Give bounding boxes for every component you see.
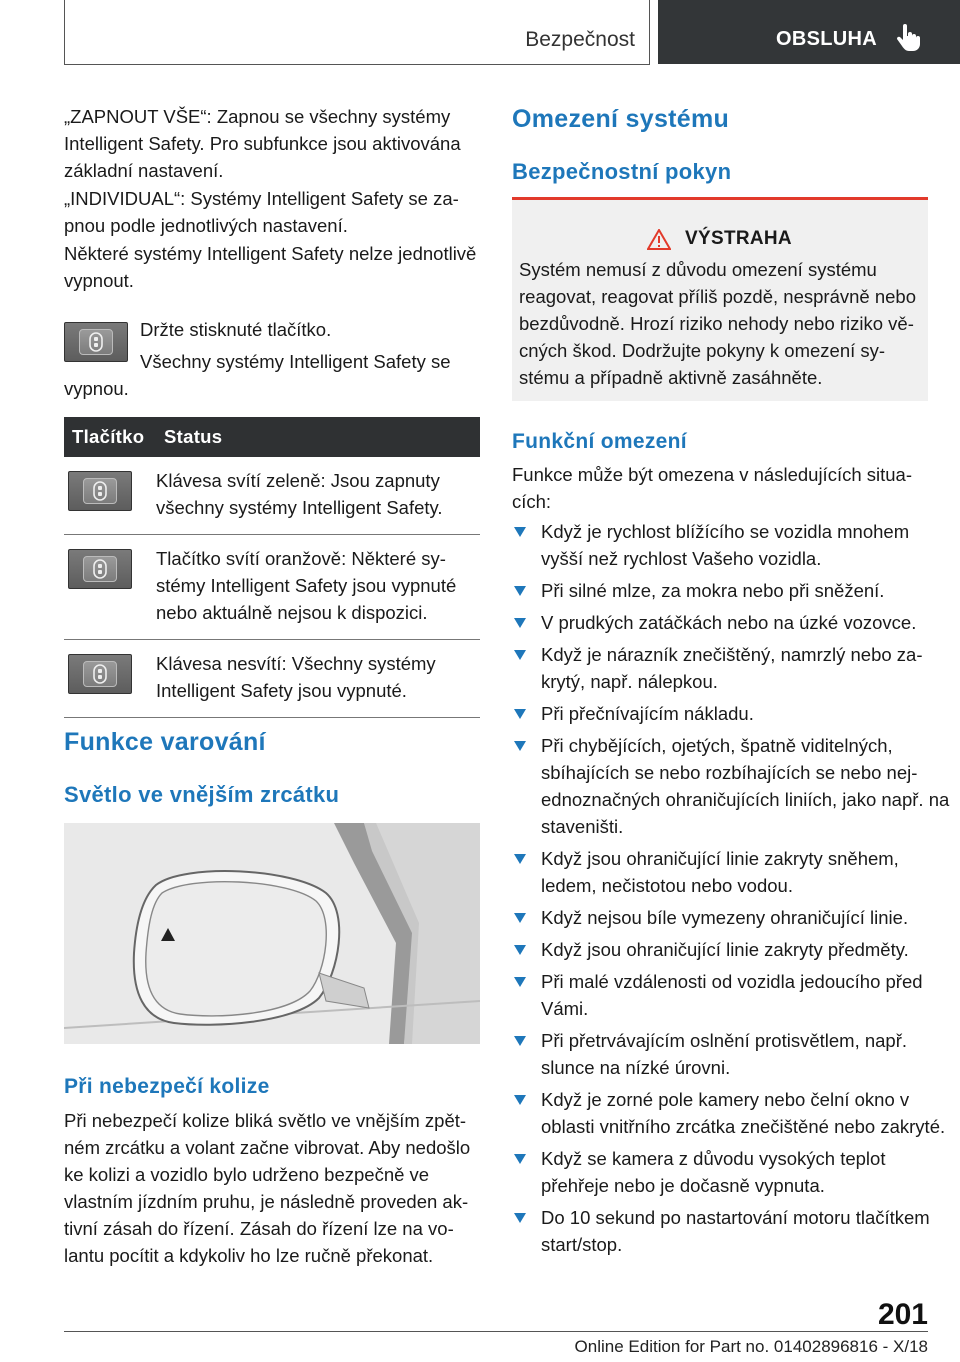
list-item: Když jsou ohraničující linie zakryty předměty. — [512, 936, 952, 963]
safety-lanes-icon — [93, 559, 107, 579]
header-rule — [64, 64, 650, 65]
bullet-triangle-icon — [514, 527, 526, 537]
bullet-triangle-icon — [514, 977, 526, 987]
bullet-triangle-icon — [514, 709, 526, 719]
status-cell: Klávesa svítí zeleně: Jsou zapnuty všechny systémy Intelligent Safety. — [156, 457, 480, 535]
list-item: Když jsou ohraničující linie zakryty sněhem, ledem, nečistotou nebo vodou. — [512, 845, 952, 899]
button-orange-image — [68, 549, 132, 589]
button-image-hold — [64, 322, 128, 362]
bullet-triangle-icon — [514, 1154, 526, 1164]
warning-text: Systém nemusí z důvodu omezení systému reagovat, reagovat příliš pozdě, nesprávně nebo bezdůvodně. Hrozí riziko nehody nebo riziko věcných škod. Dodržujte pokyny k omezení systému a případně aktivně zasáhněte. — [519, 259, 916, 388]
list-item: Při malé vzdálenosti od vozidla jedoucího před Vámi. — [512, 968, 952, 1022]
heading-function-limits: Funkční omezení — [512, 430, 687, 453]
list-item: Když je rychlost blížícího se vozidla mnohem vyšší než rychlost Vašeho vozidla. — [512, 518, 952, 572]
bullet-triangle-icon — [514, 945, 526, 955]
header-chapter-label: OBSLUHA — [776, 28, 877, 50]
list-item: Když nejsou bíle vymezeny ohraničující linie. — [512, 904, 952, 931]
list-item: Při chybějících, ojetých, špatně viditelných, sbíhajících se nebo rozbíhajících se nebo nejednoznačných ohraničujících liniích, jako např. na staveništi. — [512, 732, 952, 840]
list-item: V prudkých zatáčkách nebo na úzké vozovce. — [512, 609, 952, 636]
table-row — [64, 457, 480, 535]
warning-title — [519, 228, 920, 250]
header-chapter-tab — [658, 0, 960, 64]
column-header-status: Status — [156, 417, 480, 457]
bullet-triangle-icon — [514, 913, 526, 923]
warning-title-text: VÝSTRAHA — [685, 228, 792, 249]
bullet-triangle-icon — [514, 650, 526, 660]
hold-button-result: Všechny systémy Intelligent Safety se — [140, 351, 451, 372]
button-green-image — [68, 471, 132, 511]
bullet-triangle-icon — [514, 1036, 526, 1046]
header-section-title: Bezpečnost — [525, 28, 635, 51]
hold-button-instruction: Držte stisknuté tlačítko. — [140, 319, 332, 340]
button-off-image — [68, 654, 132, 694]
header-rule-right — [649, 0, 650, 65]
paragraph-function-intro: Funkce může být omezena v následujících situacích: — [512, 464, 913, 512]
status-cell: Tlačítko svítí oranžově: Některé systémy Intelligent Safety jsou vypnuté nebo aktuálně nejsou k dispozici. — [156, 535, 480, 640]
footer-edition: Online Edition for Part no. 01402896816 - X/18 — [574, 1337, 928, 1356]
hand-pointer-icon — [896, 24, 922, 52]
list-item: Když se kamera z důvodu vysokých teplot přehřeje nebo je dočasně vypnuta. — [512, 1145, 952, 1199]
heading-mirror-light: Světlo ve vnějším zrcátku — [64, 782, 340, 807]
safety-lanes-icon — [93, 481, 107, 501]
header-rule-left — [64, 0, 65, 65]
page-number: 201 — [877, 1298, 928, 1331]
intelligent-safety-button-image — [64, 322, 128, 362]
list-item: Při silné mlze, za mokra nebo při sněžení. — [512, 577, 952, 604]
bullet-triangle-icon — [514, 854, 526, 864]
list-item: Když je zorné pole kamery nebo čelní okno v oblasti vnitřního zrcátka znečištěné nebo zakryté. — [512, 1086, 952, 1140]
heading-warning-function: Funkce varování — [64, 728, 266, 756]
list-item: Když je nárazník znečištěný, namrzlý nebo zakrytý, např. nálepkou. — [512, 641, 952, 695]
status-table-header — [64, 417, 480, 457]
list-item: Při přetrvávajícím oslnění protisvětlem, např. slunce na nízké úrovni. — [512, 1027, 952, 1081]
bullet-triangle-icon — [514, 1095, 526, 1105]
safety-lanes-icon — [89, 332, 103, 352]
footer-rule — [64, 1331, 928, 1332]
status-cell: Klávesa nesvítí: Všechny systémy Intelligent Safety jsou vypnuté. — [156, 640, 480, 718]
paragraph-individual: „INDIVIDUAL“: Systémy Intelligent Safety se zapnou podle jednotlivých nastavení. — [64, 188, 459, 236]
side-mirror-illustration — [64, 823, 480, 1044]
warning-box — [512, 197, 928, 401]
safety-lanes-icon — [93, 664, 107, 684]
limitations-list — [512, 518, 952, 1263]
heading-safety-note: Bezpečnostní pokyn — [512, 159, 732, 184]
bullet-triangle-icon — [514, 1213, 526, 1223]
table-row — [64, 535, 480, 640]
column-header-button: Tlačítko — [64, 417, 156, 457]
bullet-triangle-icon — [514, 618, 526, 628]
paragraph-some-systems: Některé systémy Intelligent Safety nelze jednotlivě vypnout. — [64, 243, 477, 291]
list-item: Do 10 sekund po nastartování motoru tlačítkem start/stop. — [512, 1204, 952, 1258]
hold-button-result-cont: vypnou. — [64, 378, 129, 399]
paragraph-all-on: „ZAPNOUT VŠE“: Zapnou se všechny systémy Intelligent Safety. Pro subfunkce jsou aktivována základní nastavení. — [64, 106, 461, 181]
paragraph-collision: Při nebezpečí kolize bliká světlo ve vnějším zpětném zrcátku a volant začne vibrovat. Aby nedošlo ke kolizi a vozidlo bylo udrženo bezpečně ve vlastním jízdním pruhu, je následně proveden aktivní zásah do řízení. Zásah do řízení lze na volantu pocítit a kdykoliv ho lze ručně překonat. — [64, 1110, 471, 1266]
table-row — [64, 640, 480, 718]
status-table — [64, 417, 480, 718]
heading-system-limits: Omezení systému — [512, 105, 730, 133]
bullet-triangle-icon — [514, 741, 526, 751]
warning-triangle-icon — [647, 229, 671, 250]
heading-collision: Při nebezpečí kolize — [64, 1075, 270, 1098]
list-item: Při přečnívajícím nákladu. — [512, 700, 952, 727]
bullet-triangle-icon — [514, 586, 526, 596]
